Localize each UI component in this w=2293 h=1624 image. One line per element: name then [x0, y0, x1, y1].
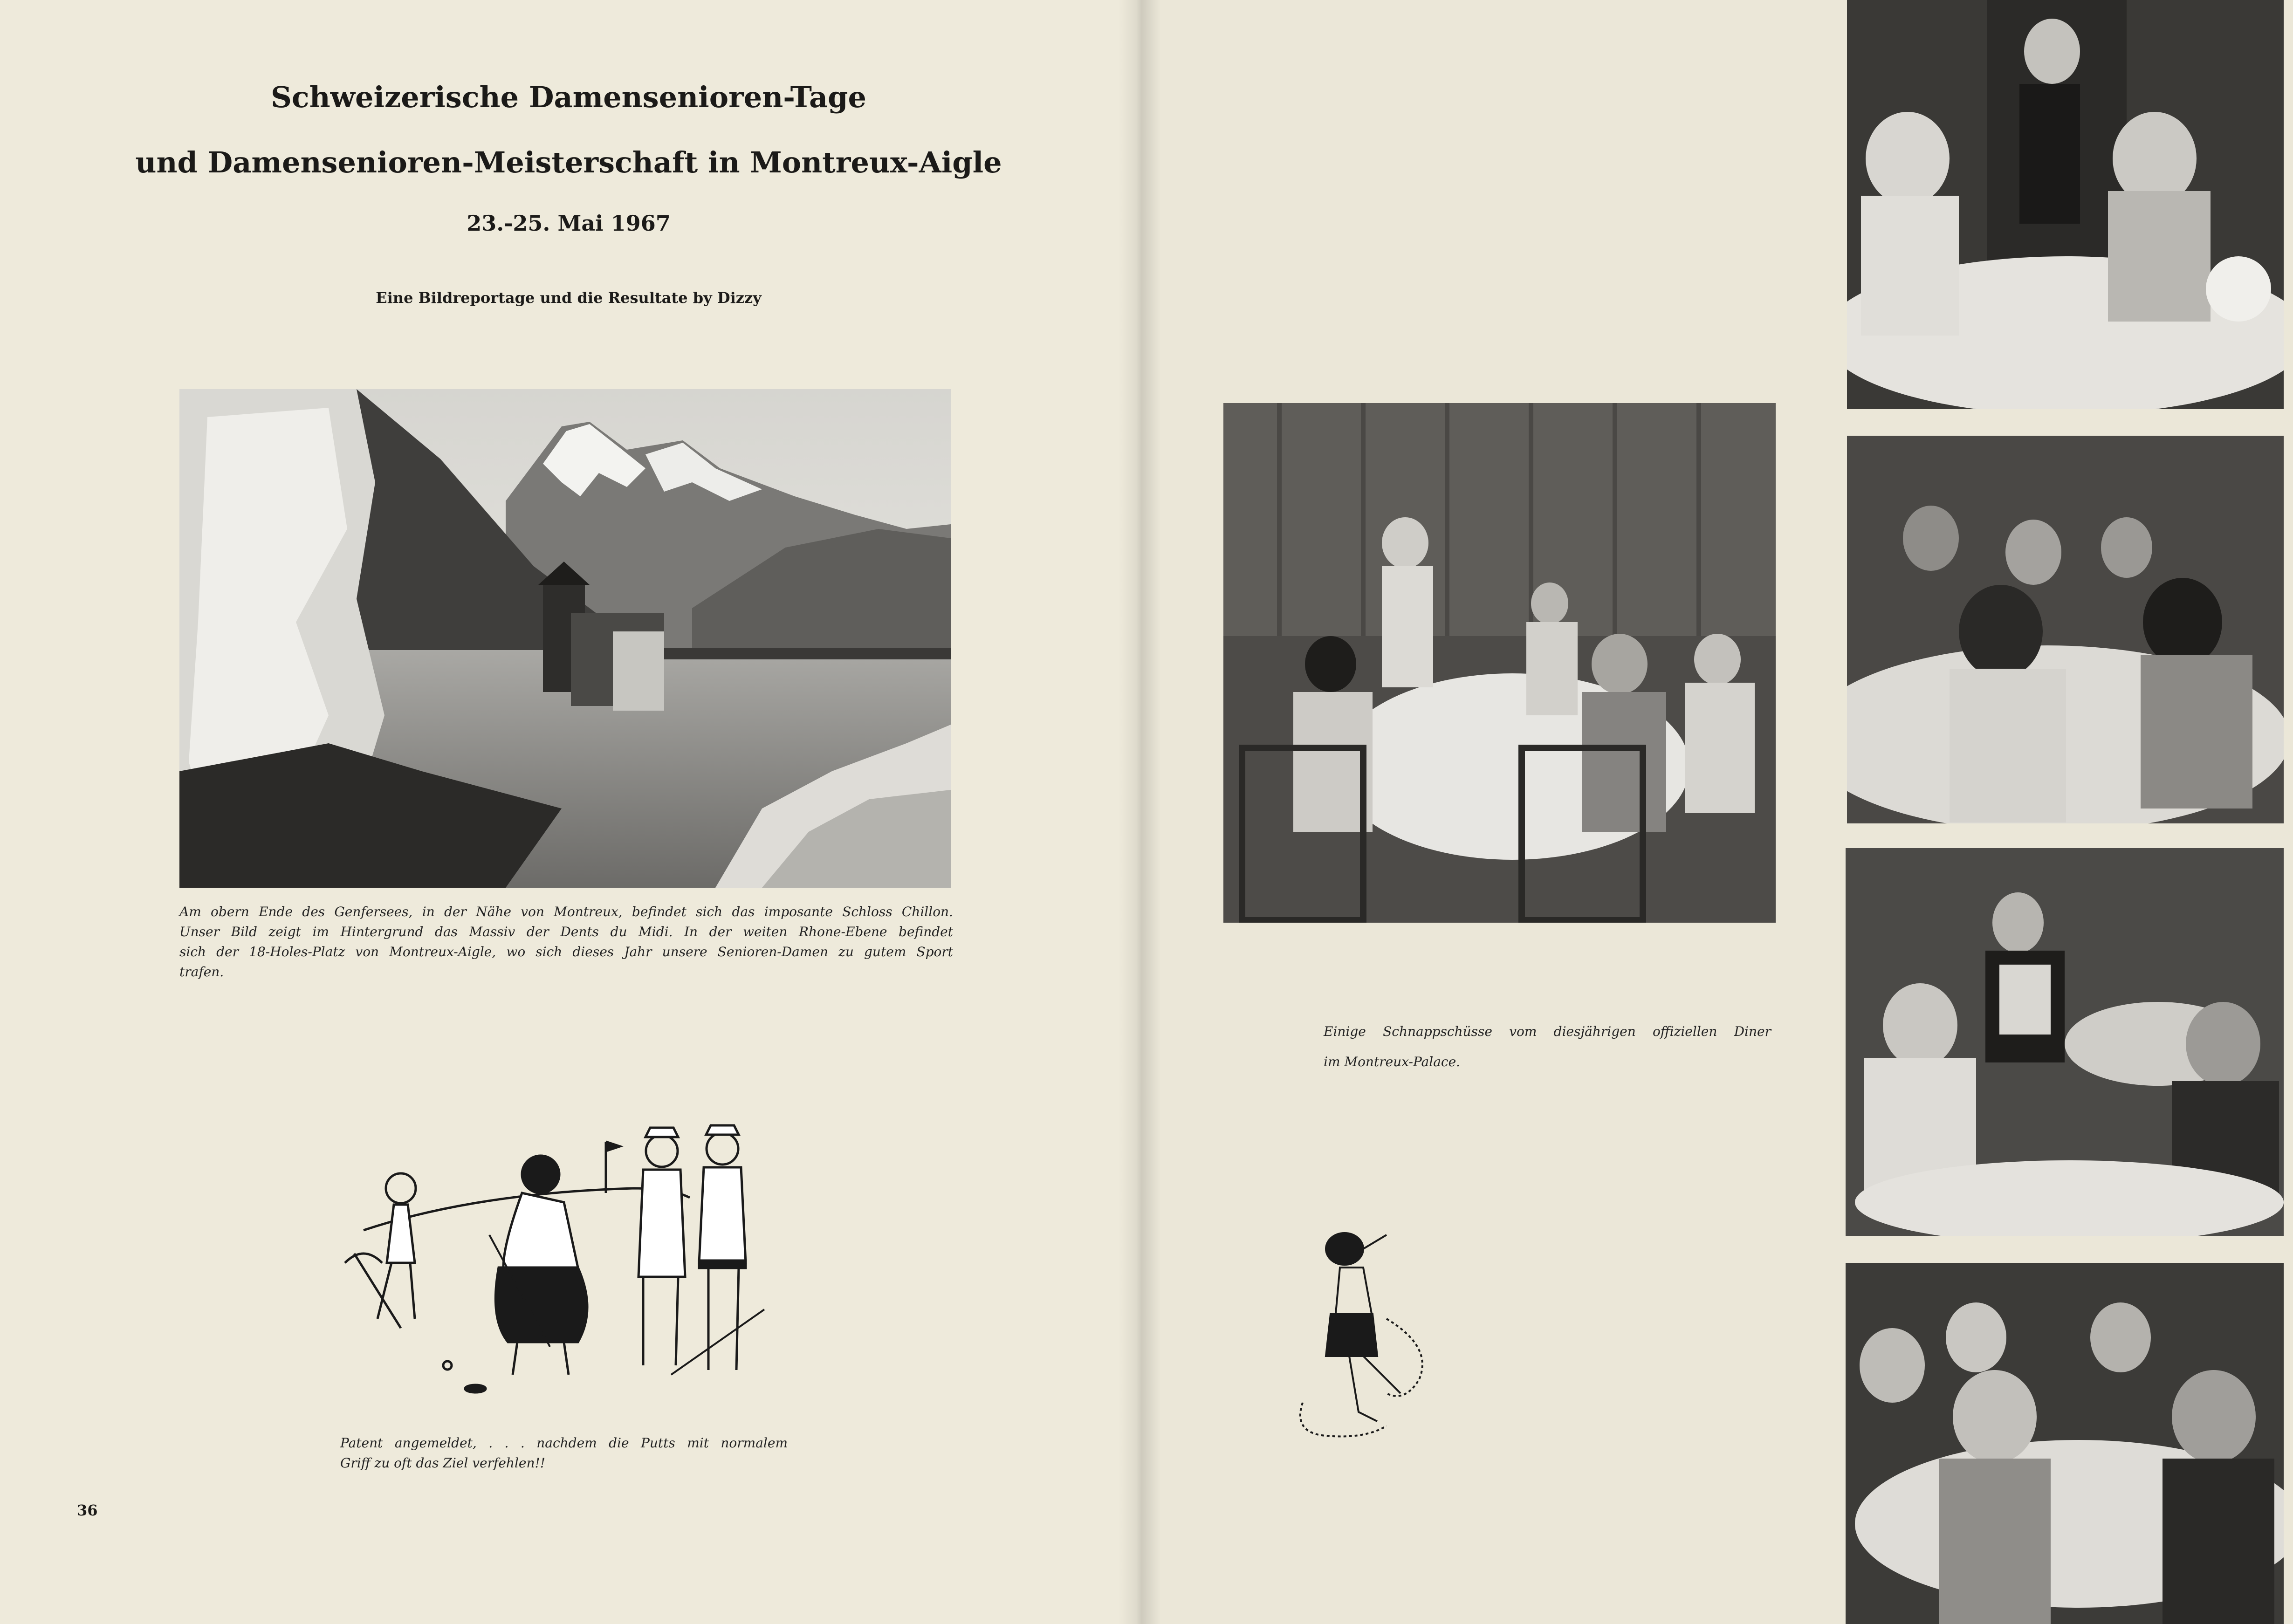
dinner-photo-strip-1	[1847, 0, 2284, 409]
caption-line: Am obern Ende des Genfersees, in der Nähe von Montreux, befindet sich das imposante Schloss Chillon.	[179, 904, 953, 919]
caption-line: im Montreux-Palace.	[1324, 1054, 1461, 1069]
caption-line: Patent angemeldet, . . . nachdem die Putts mit normalem	[340, 1435, 788, 1451]
golf-cartoon-illustration	[336, 1123, 802, 1403]
dinner-caption	[1324, 1021, 1771, 1072]
flapper-dancer-illustration	[1293, 1226, 1442, 1449]
article-title-line-2: und Damensenioren-Meisterschaft in Montreux-Aigle	[135, 145, 1002, 179]
dinner-photo-main	[1223, 403, 1776, 923]
page-number: 36	[77, 1501, 98, 1519]
left-page	[0, 0, 1137, 1624]
article-byline: Eine Bildreportage und die Resultate by Dizzy	[376, 289, 762, 307]
caption-line: sich der 18-Holes-Platz von Montreux-Aigle, wo sich dieses Jahr unsere Senioren-Damen zu gutem Sport	[179, 944, 953, 959]
caption-line: Griff zu oft das Ziel verfehlen!!	[340, 1455, 546, 1471]
dinner-photo-strip-3	[1846, 848, 2284, 1236]
right-page	[1137, 0, 2293, 1624]
caption-line: trafen.	[179, 964, 224, 980]
cartoon-caption	[340, 1433, 788, 1473]
caption-line: Einige Schnappschüsse vom diesjährigen offiziellen Diner	[1324, 1024, 1771, 1039]
article-date: 23.-25. Mai 1967	[467, 211, 671, 236]
caption-line: Unser Bild zeigt im Hintergrund das Massiv der Dents du Midi. In der weiten Rhone-Ebene befindet	[179, 924, 953, 939]
chillon-castle-photo	[179, 389, 951, 888]
book-gutter-shadow	[1119, 0, 1160, 1624]
chillon-photo-caption	[179, 902, 953, 982]
dinner-photo-strip-2	[1847, 436, 2284, 823]
article-title-line-1: Schweizerische Damensenioren-Tage	[271, 80, 866, 114]
dinner-photo-strip-4	[1846, 1263, 2284, 1624]
